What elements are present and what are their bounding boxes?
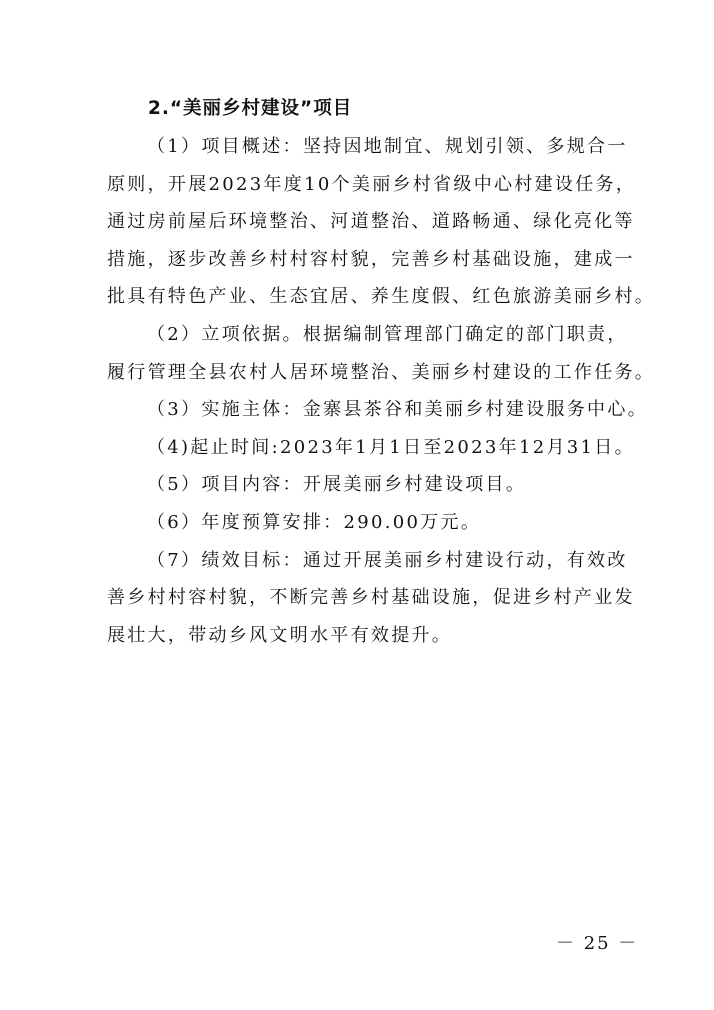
body-text (107, 128, 656, 654)
text-line: （7）绩效目标：通过开展美丽乡村建设行动，有效改 (147, 549, 628, 571)
text-line: （6）年度预算安排：290.00万元。 (147, 511, 482, 533)
page-number: － 25 － (556, 933, 639, 954)
paragraph-performance-goals (107, 542, 635, 655)
text-line: 原则，开展2023年度10个美丽乡村省级中心村建设任务， (107, 173, 637, 195)
text-line: （2）立项依据。根据编制管理部门确定的部门职责， (147, 323, 628, 345)
text-line: （4)起止时间:2023年1月1日至2023年12月31日。 (147, 436, 635, 458)
paragraph-implementing-body (107, 391, 648, 429)
text-line: 展壮大，带动乡风文明水平有效提升。 (107, 624, 453, 646)
section-heading: 2.“美丽乡村建设”项目 (148, 98, 353, 119)
text-line: （3）实施主体：金寨县茶谷和美丽乡村建设服务中心。 (147, 399, 648, 421)
text-line: 通过房前屋后环境整治、河道整治、道路畅通、绿化亮化等 (107, 211, 635, 233)
paragraph-time-period (107, 429, 635, 467)
text-line: （1）项目概述：坚持因地制宜、规划引领、多规合一 (147, 136, 628, 157)
text-line: （5）项目内容：开展美丽乡村建设项目。 (147, 474, 527, 496)
text-line: 善乡村村容村貌，不断完善乡村基础设施，促进乡村产业发 (107, 587, 635, 609)
text-line: 措施，逐步改善乡村村容村貌，完善乡村基础设施，建成一 (107, 248, 635, 270)
paragraph-project-content (107, 466, 627, 504)
paragraph-project-basis (107, 316, 656, 391)
paragraph-annual-budget (107, 504, 627, 542)
text-line: 批具有特色产业、生态宜居、养生度假、红色旅游美丽乡村。 (107, 286, 656, 308)
text-line: 履行管理全县农村人居环境整治、美丽乡村建设的工作任务。 (107, 361, 656, 383)
paragraph-project-overview (107, 128, 656, 316)
